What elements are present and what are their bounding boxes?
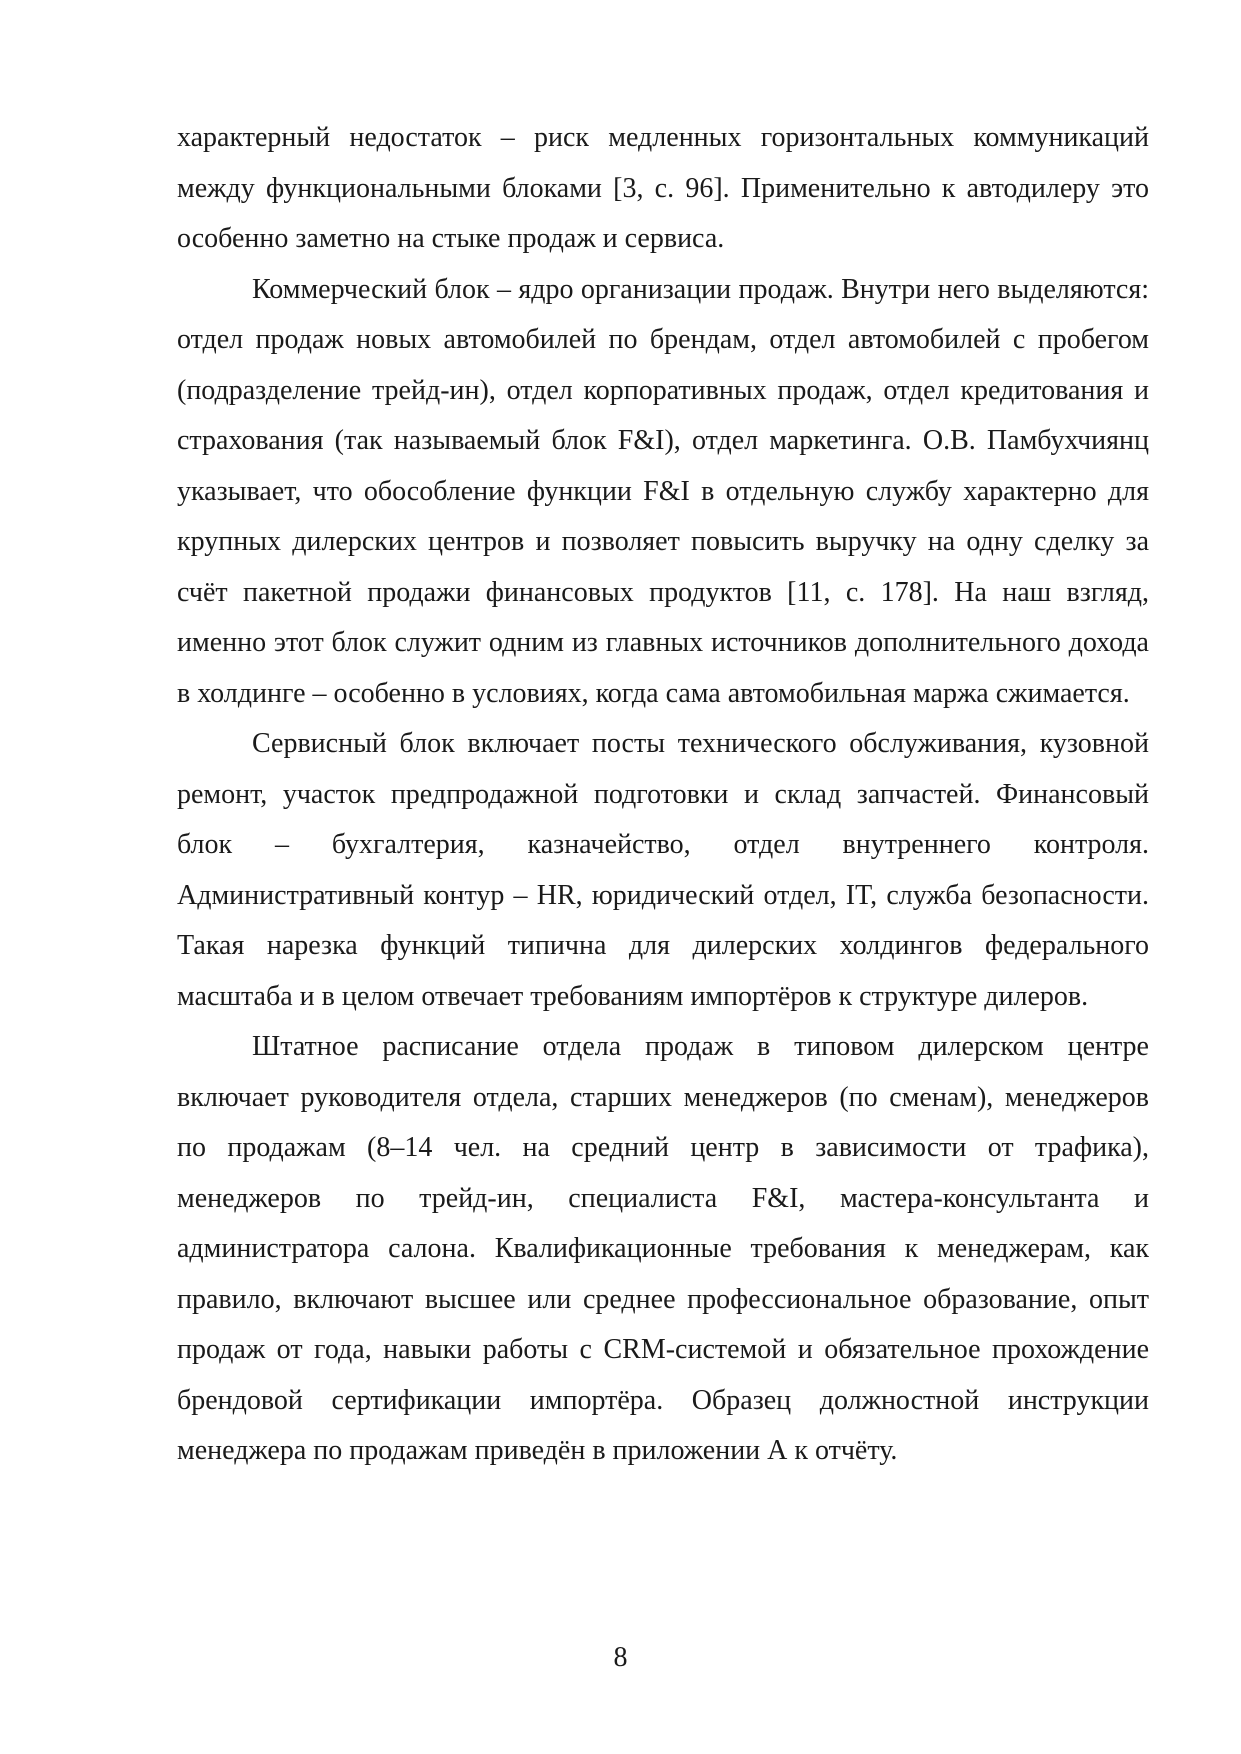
- paragraph-continuation: характерный недостаток – риск медленных горизонтальных коммуникаций между функциональными блоками [3, с. 96]. Применительно к автодилеру это особенно заметно на стыке продаж и сервиса.: [177, 122, 1149, 254]
- text-body: [177, 113, 1149, 1477]
- paragraph-commercial-block: Коммерческий блок – ядро организации продаж. Внутри него выделяются: отдел продаж новых автомобилей по брендам, отдел автомобилей с пробегом (подразделение трейд-ин), отдел корпоративных продаж, отдел кредитования и страхования (так называемый блок F&I), отдел маркетинга. О.В. Памбухчиянц указывает, что обособление функции F&I в отдельную службу характерно для крупных дилерских центров и позволяет повысить выручку на одну сделку за счёт пакетной продажи финансовых продуктов [11, с. 178]. На наш взгляд, именно этот блок служит одним из главных источников дополнительного дохода в холдинге – особенно в условиях, когда сама автомобильная маржа сжимается.: [177, 273, 1149, 709]
- paragraph-service-block: Сервисный блок включает посты технического обслуживания, кузовной ремонт, участок предпродажной подготовки и склад запчастей. Финансовый блок – бухгалтерия, казначейство, отдел внутреннего контроля. Административный контур – HR, юридический отдел, IT, служба безопасности. Такая нарезка функций типична для дилерских холдингов федерального масштаба и в целом отвечает требованиям импортёров к структуре дилеров.: [177, 728, 1149, 1012]
- page-number: 8: [613, 1642, 628, 1673]
- paragraph-staffing: Штатное расписание отдела продаж в типовом дилерском центре включает руководителя отдела, старших менеджеров (по сменам), менеджеров по продажам (8–14 чел. на средний центр в зависимости от трафика), менеджеров по трейд-ин, специалиста F&I, мастера-консультанта и администратора салона. Квалификационные требования к менеджерам, как правило, включают высшее или среднее профессиональное образование, опыт продаж от года, навыки работы с CRM-системой и обязательное прохождение брендовой сертификации импортёра. Образец должностной инструкции менеджера по продажам приведён в приложении А к отчёту.: [177, 1031, 1149, 1466]
